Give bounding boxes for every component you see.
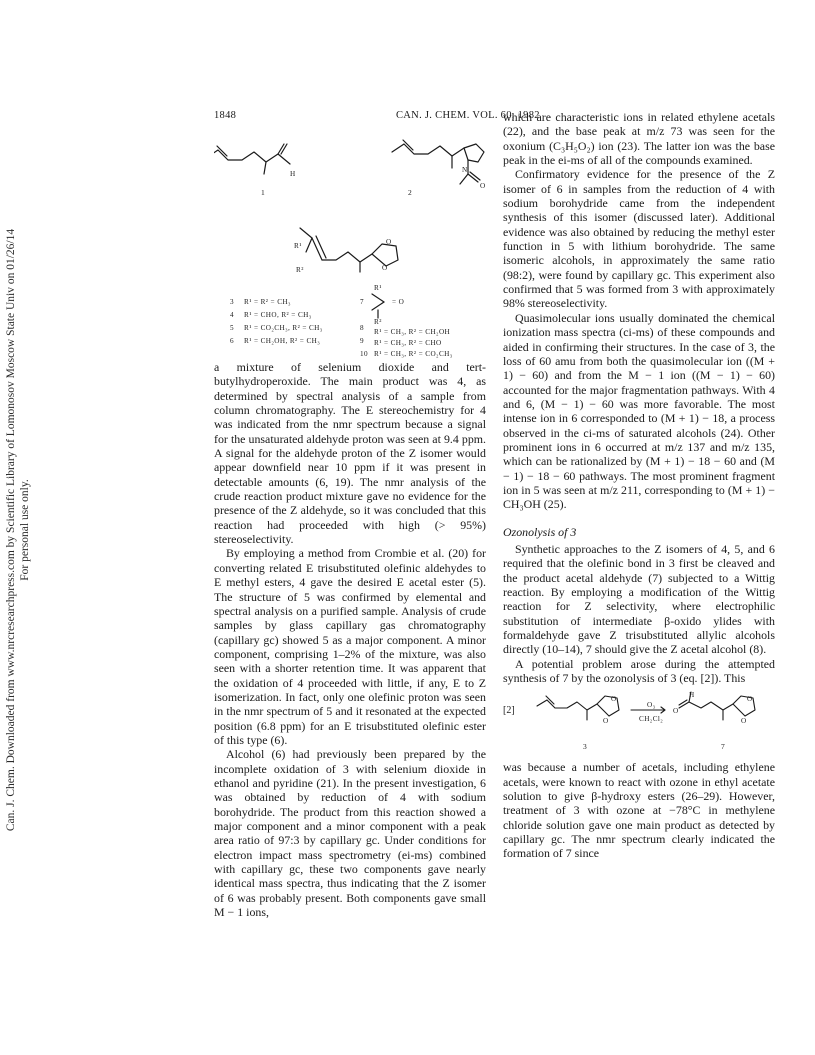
ring-o-right-bottom: O [741,717,747,726]
legend-10: R¹ = CH₃, R² = CO₂CH₃ [374,350,453,358]
paragraph: a mixture of selenium dioxide and tert-butylhydroperoxide. The main product was 4, as determined by spectral analysis of a sample from column chromatography. The E stereochemistry for 4 was indicated from the nmr spectrum because a signal for the unsaturated aldehyde proton was seen at 9.4 ppm. A signal for the aldehyde proton of the Z isomer would appear downfield near 10 ppm if it was present in detectable amounts (6, 19). The nmr analysis of the crude reaction product mixture gave no evidence for the presence of the Z aldehyde, so it was concluded that this reaction had proceeded with high (> 95%) stereoselectivity. [214,360,486,547]
atom-r1-7: R¹ [374,284,382,292]
compound-2-structure [392,140,484,184]
left-column [214,360,486,919]
legend-3: R¹ = R² = CH₃ [244,298,291,306]
watermark-line-1: Can. J. Chem. Downloaded from www.nrcresearchpress.com by Scientific Library of Lomonosov Moscow State Univ on 01/26/14 [5,228,17,832]
atom-o-bottom: O [382,264,388,272]
aldehyde-h: H [689,691,695,700]
watermark-text [4,229,32,831]
compound-7-fragment [372,294,384,318]
compound-number-1: 1 [261,188,265,197]
legend-4: R¹ = CHO, R² = CH₃ [244,311,312,319]
atom-n: N [462,166,468,174]
legend-5-number: 5 [230,324,234,332]
ring-o-right-top: O [747,695,753,704]
scheme-compound-7: 7 [721,742,725,752]
legend-7: = O [392,298,405,306]
ring-o-left-bottom: O [603,717,609,726]
atom-r2-7: R² [374,318,382,326]
legend-8: R¹ = CH₃, R² = CH₂OH [374,328,451,336]
ring-o-left-top: O [611,695,617,704]
reagent-solvent: CH₂Cl₂ [639,715,664,724]
legend-3-number: 3 [230,298,234,306]
equation-2 [503,688,775,756]
aldehyde-o: O [673,707,679,716]
legend-5: R¹ = CO₂CH₃, R² = CH₃ [244,324,323,332]
legend-8-number: 8 [360,324,364,332]
paragraph: Confirmatory evidence for the presence of the Z isomer of 6 in samples from the reduction of 4 with sodium borohydride came from the independent synthesis of this isomer (discussed later). Additional evidence was also obtained by reducing the methyl ester function in 5 with lithium borohydride. The same isomeric alcohols, in approximately the same ratio (98:2), were found by capillary gc. This experiment also confirmed that 5 was formed from 3 with approximately 98% stereoselectivity. [503,167,775,311]
paragraph: Alcohol (6) had previously been prepared by the incomplete oxidation of 3 with selenium dioxide in ethanol and pyridine (21). In the present investigation, 6 was obtained by reduction of 4 with sodium borohydride. The product from this reaction showed a major component and a minor component with a peak area ratio of 97:3 by capillary gc. Under conditions for electron impact mass spectrometry (ei-ms) combined with capillary gc, these two components gave nearly identical mass spectra, thus indicating that the Z isomer of 6 was probably present. Both components gave small M − 1 ions, [214,747,486,920]
compound-number-2: 2 [408,188,412,197]
atom-r2: R² [296,266,304,274]
right-column [503,110,775,861]
atom-r1: R¹ [294,242,302,250]
atom-h: H [290,170,296,178]
legend-6-number: 6 [230,337,234,345]
legend-9-number: 9 [360,337,364,345]
paragraph: By employing a method from Crombie et al. (20) for converting related E trisubstituted olefinic aldehydes to E methyl esters, 4 gave the desired E acetal ester (5). The structure of 5 was confirmed by elemental and spectral analysis on a purified sample. Analysis of crude samples by glass capillary gas chromatography (capillary gc) showed 5 as a major component. A minor component, comprising 1–2% of the mixture, was also seen with a shorter retention time. It was apparent that the oxidation of 4 proceeded with little, if any, E to Z isomerization. In fact, only one olefinic proton was seen in the nmr spectrum of 5 and it resonated at the expected position (6.8 ppm) for an E trisubstituted olefinic ester of this type (6). [214,546,486,747]
section-heading: Ozonolysis of 3 [503,524,577,539]
paragraph: Quasimolecular ions usually dominated the chemical ionization mass spectra (ci-ms) of these compounds and aided in confirming their structures. In the case of 3, the loss of 60 amu from both the quasimolecular ion ((M + 1) − 60) and from the M − 1 ion ((M − 1) − 60) accounted for the major fragmentation pathways. With 4 and 6, (M − 1) − 60 was more favorable. The most intense ion in 6 corresponded to (M + 1) − 18, a process observed in the ci-ms of saturated alcohols (24). Other prominent ions in 6 occurred at m/z 137 and m/z 135, which can be rationalized by (M + 1) − 18 − 60 and (M − 1) − 18 − 60 pathways. The most prominent fragment ion in 5 was seen at m/z 211, corresponding to (M + 1) − CH₃OH (25). [503,310,775,512]
page-number: 1848 [214,110,237,121]
atom-o-top: O [386,238,392,246]
atom-o-acyl: O [480,182,486,190]
paragraph: was because a number of acetals, including ethylene acetals, were known to react with ozone in ethyl acetate solution to give β-hydroxy esters (26–29). However, treatment of 3 with ozone at −78°C in methylene chloride solution gave one main product as detected by capillary gc. The nmr spectrum clearly indicated the formation of 7 since [503,760,775,861]
legend-4-number: 4 [230,311,234,319]
compound-1-structure [214,144,290,174]
reagent-ozone: O₃ [647,701,656,710]
watermark-line-2: For personal use only. [19,479,31,581]
paragraph: which are characteristic ions in related ethylene acetals (22), and the base peak at m/z 73 was seen for the oxonium (C₃H₅O₂) ion (23). The latter ion was the base peak in the ei-ms of all of the compounds examined. [503,110,775,168]
paragraph: A potential problem arose during the attempted synthesis of 7 by the ozonolysis of 3 (eq. [2]). This [503,656,775,686]
download-watermark [0,0,36,1055]
legend-10-number: 10 [360,350,368,358]
paragraph: Synthetic approaches to the Z isomers of 4, 5, and 6 required that the olefinic bond in 3 first be cleaved and the product acetal aldehyde (7) subjected to a Wittig reaction. By employing a modification of the Wittig reaction for Z selectivity, where electrophilic substitution of intermediate β-oxido ylides with formaldehyde gave Z trisubstituted allylic alcohols directly (10–14), 7 should give the Z acetal alcohol (8). [503,541,775,657]
legend-6: R¹ = CH₂OH, R² = CH₃ [244,337,321,345]
legend-9: R¹ = CH₃, R² = CHO [374,339,442,347]
scheme-compound-3: 3 [583,742,587,752]
equation-label: [2] [503,705,515,717]
running-head: CAN. J. CHEM. VOL. 60, 1982 [396,110,540,121]
structures-figure [214,130,504,358]
legend-7-number: 7 [360,298,364,306]
